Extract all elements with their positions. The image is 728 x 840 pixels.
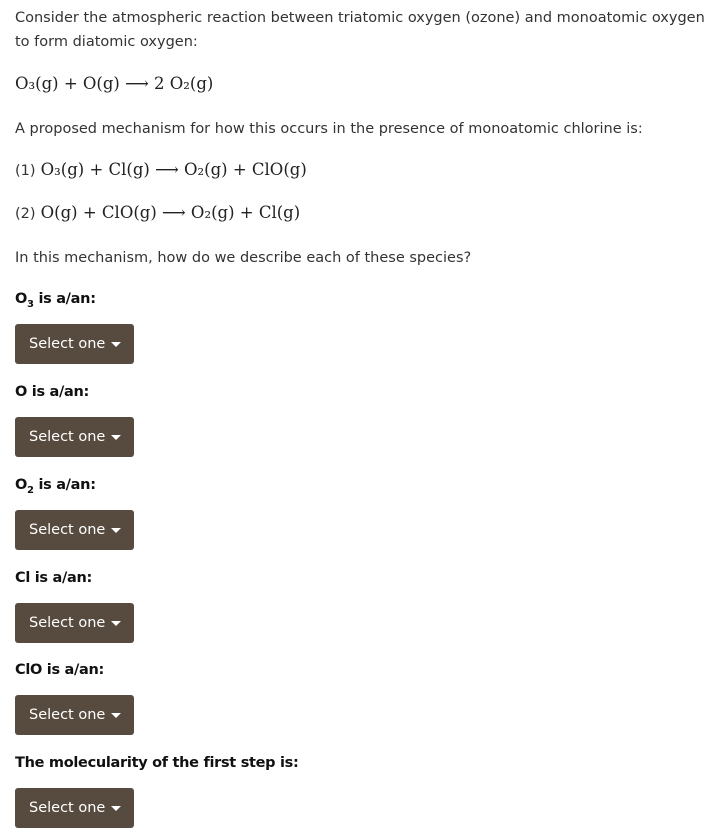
mechanism-step-1 [15,160,307,179]
select-one-dropdown[interactable] [15,603,134,643]
select-one-dropdown[interactable] [15,788,134,828]
label-suffix: is a/an: [27,384,90,400]
species-subscript: 3 [27,298,34,310]
dropdown-label: Select one [29,800,106,816]
caret-down-icon [111,713,121,718]
species-name: O [15,291,28,307]
species-name: ClO [15,662,43,678]
species-name: O [15,384,28,400]
question-item [15,473,134,550]
caret-down-icon [111,528,121,533]
mechanism-intro: A proposed mechanism for how this occurs in the presence of monoatomic chlorine is: [15,121,643,137]
dropdown-label: Select one [29,336,106,352]
question-label [15,473,134,497]
question-label [15,751,299,775]
label-suffix: is a/an: [42,662,105,678]
step-number: (2) [15,206,36,222]
question-label [15,566,134,590]
question-item [15,287,134,364]
species-name: O [15,477,28,493]
overall-equation: O₃(g) + O(g) ⟶ 2 O₂(g) [15,74,214,93]
caret-down-icon [111,621,121,626]
intro-text: Consider the atmospheric reaction between triatomic oxygen (ozone) and monoatomic oxygen to form diatomic oxygen: [15,10,705,50]
step-number: (1) [15,163,36,179]
question-item [15,566,134,643]
species-name: Cl [15,570,31,586]
species-name: The molecularity of the first step is: [15,755,299,771]
caret-down-icon [111,342,121,347]
dropdown-label: Select one [29,615,106,631]
question-item [15,658,134,735]
caret-down-icon [111,806,121,811]
step-equation: O(g) + ClO(g) ⟶ O₂(g) + Cl(g) [40,203,301,222]
caret-down-icon [111,435,121,440]
select-one-dropdown[interactable] [15,417,134,457]
select-one-dropdown[interactable] [15,695,134,735]
dropdown-label: Select one [29,707,106,723]
question-item [15,380,134,457]
mechanism-step-2 [15,203,300,222]
select-one-dropdown[interactable] [15,324,134,364]
species-subscript: 2 [27,484,34,496]
dropdown-label: Select one [29,522,106,538]
select-one-dropdown[interactable] [15,510,134,550]
question-item [15,751,299,828]
question-text: In this mechanism, how do we describe each of these species? [15,250,472,266]
label-suffix: is a/an: [30,570,92,586]
question-label [15,380,134,404]
step-equation: O₃(g) + Cl(g) ⟶ O₂(g) + ClO(g) [40,160,307,179]
question-label [15,287,134,311]
dropdown-label: Select one [29,429,106,445]
label-suffix: is a/an: [33,291,96,307]
question-label [15,658,134,682]
label-suffix: is a/an: [33,477,96,493]
